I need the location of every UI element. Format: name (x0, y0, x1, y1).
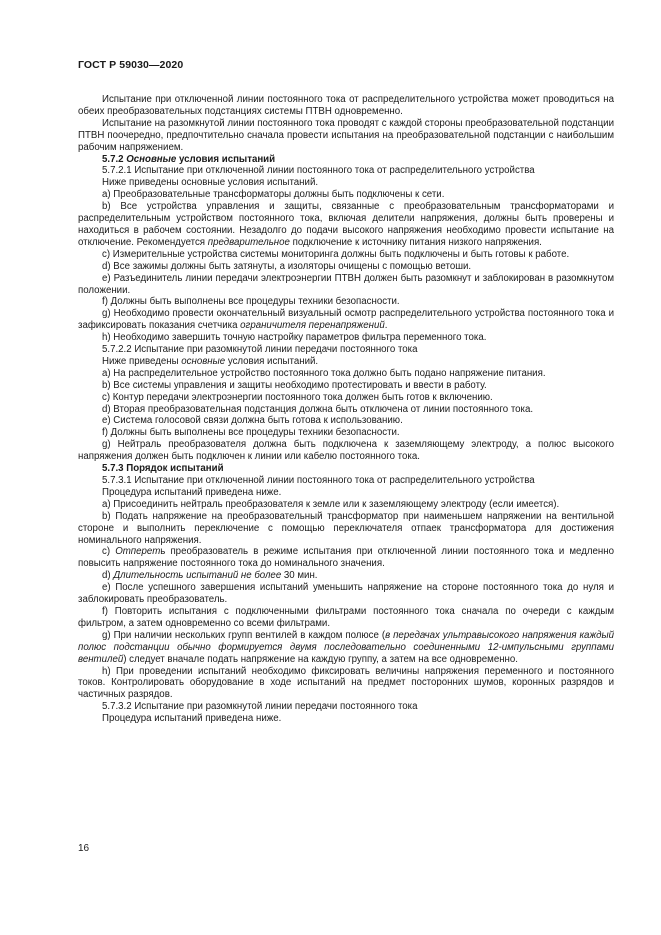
paragraph: Ниже приведены основные условия испытаний. (102, 177, 319, 189)
paragraph: Ниже приведены основные условия испытаний. (102, 355, 319, 367)
page-number: 16 (78, 843, 90, 854)
paragraph: 5.7.3.2 Испытание при разомкнутой линии передачи постоянного тока (102, 701, 418, 713)
paragraph: c) Контур передачи электроэнергии постоянного тока должен быть готов к включению. (102, 391, 493, 403)
paragraph: g) Нейтраль преобразователя должна быть подключена к заземляющему электроду, а полюс высокого напряжения должен быть подключен к линии или кабелю постоянного тока. (78, 439, 614, 463)
paragraph: h) Необходимо завершить точную настройку параметров фильтра переменного тока. (102, 332, 487, 344)
paragraph: d) Вторая преобразовательная подстанция должна быть отключена от линии постоянного тока. (102, 403, 534, 415)
document-body (78, 94, 614, 725)
paragraph: f) Повторить испытания с подключенными фильтрами постоянного тока сначала по очереди с каждым фильтром, а затем одновременно со всеми фильтрами. (78, 605, 614, 629)
paragraph: c) Измерительные устройства системы мониторинга должны быть подключены и быть готовы к работе. (102, 248, 570, 260)
paragraph: b) Все системы управления и защиты необходимо протестировать и ввести в работу. (102, 379, 487, 391)
paragraph: 5.7.2.2 Испытание при разомкнутой линии передачи постоянного тока (102, 344, 418, 356)
document-header: ГОСТ Р 59030—2020 (78, 59, 184, 71)
paragraph: d) Длительность испытаний не более 30 мин. (102, 570, 318, 582)
paragraph: a) На распределительное устройство постоянного тока должно быть подано напряжение питания. (102, 367, 546, 379)
paragraph: e) Система голосовой связи должна быть готова к использованию. (102, 415, 403, 427)
paragraph: h) При проведении испытаний необходимо фиксировать величины напряжения переменного и постоянного токов. Контролировать оборудование в ходе испытаний на предмет посторонних шумов, коронных разрядов и частичных разрядов. (78, 665, 614, 701)
paragraph: Процедура испытаний приведена ниже. (102, 486, 282, 498)
paragraph: g) При наличии нескольких групп вентилей в каждом полюсе (в передачах ультравысокого напряжения каждый полюс подстанции обычно формируется двумя последовательно соединенными 12-импульсными группами вентилей) следует вначале подать напряжение на каждую группу, а затем на все одновременно. (78, 629, 614, 665)
paragraph: g) Необходимо провести окончательный визуальный осмотр распределительного устройства постоянного тока и зафиксировать показания счетчика ограничителя перенапряжений. (78, 308, 614, 332)
paragraph: a) Преобразовательные трансформаторы должны быть подключены к сети. (102, 189, 445, 201)
paragraph: Испытание на разомкнутой линии постоянного тока проводят с каждой стороны преобразовательной подстанции ПТВН поочередно, предпочтительно сначала провести испытания на преобразовательной подстанции с наибольшим рабочим напряжением. (78, 117, 614, 153)
paragraph: f) Должны быть выполнены все процедуры техники безопасности. (102, 427, 400, 439)
paragraph: 5.7.2.1 Испытание при отключенной линии постоянного тока от распределительного устройства (102, 165, 535, 177)
paragraph: d) Все зажимы должны быть затянуты, а изоляторы очищены с помощью ветоши. (102, 260, 472, 272)
paragraph: e) После успешного завершения испытаний уменьшить напряжение на стороне постоянного тока до нуля и заблокировать преобразователь. (78, 582, 614, 606)
section-heading: 5.7.2 Основные условия испытаний (102, 153, 276, 165)
paragraph: b) Подать напряжение на преобразовательный трансформатор при наименьшем напряжении на вентильной стороне и выполнить переключение с помощью переключателя отпаек трансформатора для достижения номинального напряжения. (78, 510, 614, 546)
paragraph: Процедура испытаний приведена ниже. (102, 713, 282, 725)
paragraph: Испытание при отключенной линии постоянного тока от распределительного устройства может проводиться на обеих преобразовательных подстанциях системы ПТВН одновременно. (78, 94, 614, 117)
paragraph: e) Разъединитель линии передачи электроэнергии ПТВН должен быть разомкнут и заблокирован в разомкнутом положении. (78, 272, 614, 296)
paragraph: b) Все устройства управления и защиты, связанные с преобразовательным трансформаторами и распределительным устройством постоянного тока, включая делители напряжения, должны быть проверены и находиться в рабочем состоянии. Незадолго до подачи высокого напряжения необходимо провести испытание на отключение. Рекомендуется предварительное подключение к источнику питания низкого напряжения. (78, 201, 614, 248)
paragraph: f) Должны быть выполнены все процедуры техники безопасности. (102, 296, 400, 308)
paragraph: a) Присоединить нейтраль преобразователя к земле или к заземляющему электроду (если имеется). (102, 498, 560, 510)
paragraph: 5.7.3.1 Испытание при отключенной линии постоянного тока от распределительного устройства (102, 475, 535, 486)
paragraph: c) Отпереть преобразователь в режиме испытания при отключенной линии постоянного тока и медленно повысить напряжение постоянного тока до номинального значения. (78, 546, 614, 570)
section-heading: 5.7.3 Порядок испытаний (102, 463, 224, 475)
